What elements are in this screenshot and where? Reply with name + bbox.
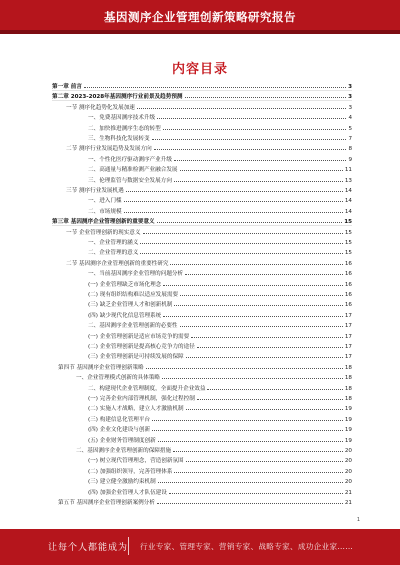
table-of-contents bbox=[52, 82, 352, 512]
header-bar bbox=[0, 0, 400, 34]
toc-entry[interactable] bbox=[52, 144, 352, 152]
toc-entry[interactable] bbox=[52, 269, 352, 277]
toc-leader-dots bbox=[137, 103, 347, 109]
toc-entry-page: 8 bbox=[348, 146, 352, 153]
toc-leader-dots bbox=[180, 165, 343, 171]
footer-roles: 行业专家、管理专家、营销专家、战略专家、成功企业家…… bbox=[140, 542, 354, 551]
toc-leader-dots bbox=[185, 269, 343, 275]
toc-entry-label: 二、高通量与精准检测产业融合发展 bbox=[88, 167, 178, 174]
toc-entry-page: 3 bbox=[348, 104, 352, 111]
toc-entry-page: 15 bbox=[344, 219, 352, 226]
toc-entry[interactable] bbox=[52, 228, 352, 236]
toc-leader-dots bbox=[124, 207, 343, 213]
toc-entry-page: 17 bbox=[344, 323, 352, 330]
toc-entry-label: 一、企业管理的涵义 bbox=[88, 240, 139, 246]
toc-entry-page: 7 bbox=[348, 136, 352, 142]
toc-entry-label: 第五节 基因测序企业管理创新案例分析 bbox=[58, 500, 155, 506]
toc-entry-label: (一) 完善企业内部管理机制，强化过程控制 bbox=[88, 396, 195, 402]
toc-leader-dots bbox=[140, 238, 343, 244]
toc-entry[interactable] bbox=[52, 248, 352, 256]
toc-entry-page: 17 bbox=[344, 344, 352, 350]
toc-entry-label: 第一章 前言 bbox=[52, 84, 82, 90]
toc-entry[interactable] bbox=[52, 300, 352, 308]
toc-chapter-rule bbox=[52, 225, 352, 226]
toc-leader-dots bbox=[157, 113, 346, 119]
page-number: 1 bbox=[356, 517, 360, 523]
toc-entry[interactable] bbox=[52, 477, 352, 485]
toc-entry-page: 16 bbox=[344, 281, 352, 288]
toc-entry-page: 16 bbox=[344, 292, 352, 298]
toc-title: 内容目录 bbox=[171, 62, 228, 77]
toc-leader-dots bbox=[154, 144, 347, 150]
toc-entry[interactable] bbox=[52, 290, 352, 298]
toc-entry[interactable] bbox=[52, 456, 352, 464]
toc-entry-page: 20 bbox=[344, 468, 352, 475]
toc-entry[interactable] bbox=[52, 176, 352, 184]
toc-entry-label: 一、免费基因测序技术升级 bbox=[88, 115, 156, 122]
toc-leader-dots bbox=[186, 456, 343, 462]
toc-leader-dots bbox=[162, 373, 343, 379]
toc-entry-page: 5 bbox=[348, 125, 352, 132]
toc-entry-page: 19 bbox=[344, 416, 352, 423]
toc-chapter-rule bbox=[52, 100, 352, 101]
toc-entry-label: 二、加快推进测序生态的转型 bbox=[88, 125, 161, 132]
toc-entry-page: 15 bbox=[344, 240, 352, 246]
toc-entry-page: 18 bbox=[344, 364, 352, 371]
toc-leader-dots bbox=[191, 332, 343, 338]
toc-entry-page: 19 bbox=[344, 427, 352, 434]
toc-entry[interactable] bbox=[52, 425, 352, 433]
toc-entry[interactable] bbox=[52, 217, 352, 225]
toc-entry-page: 16 bbox=[344, 260, 352, 267]
header-stripe bbox=[0, 30, 400, 34]
toc-chapter-rule bbox=[52, 90, 352, 91]
toc-leader-dots bbox=[186, 352, 343, 358]
toc-leader-dots bbox=[158, 436, 343, 442]
toc-leader-dots bbox=[174, 300, 342, 306]
toc-entry[interactable] bbox=[52, 352, 352, 360]
toc-entry[interactable] bbox=[52, 165, 352, 173]
toc-entry[interactable] bbox=[52, 415, 352, 423]
toc-entry-label: 一、进入门槛 bbox=[88, 198, 122, 205]
toc-entry-label: (三) 构建信息化管理平台 bbox=[88, 416, 151, 423]
toc-leader-dots bbox=[186, 404, 343, 410]
toc-entry-label: (五) 企业财务管理制度创新 bbox=[88, 437, 156, 444]
toc-leader-dots bbox=[174, 467, 342, 473]
toc-entry-page: 16 bbox=[344, 302, 352, 309]
toc-leader-dots bbox=[152, 425, 343, 431]
toc-entry-label: 一节 测序化趋势化发展加速 bbox=[66, 104, 135, 111]
toc-entry-page: 19 bbox=[344, 406, 352, 413]
toc-leader-dots bbox=[197, 394, 343, 400]
toc-entry-page: 17 bbox=[344, 333, 352, 340]
toc-leader-dots bbox=[170, 259, 342, 265]
toc-entry[interactable] bbox=[52, 373, 352, 381]
toc-entry-label: (四) 缺少现代化信息管理系统 bbox=[88, 312, 162, 319]
toc-entry-page: 20 bbox=[344, 458, 352, 465]
toc-entry-label: 一、企业管理模式创新的具体策略 bbox=[76, 375, 160, 382]
toc-leader-dots bbox=[207, 384, 342, 390]
toc-leader-dots bbox=[157, 498, 343, 504]
toc-entry[interactable] bbox=[52, 124, 352, 132]
toc-entry-page: 16 bbox=[344, 271, 352, 278]
toc-entry-page: 14 bbox=[344, 198, 352, 205]
toc-entry-label: 二节 基因测序企业管理创新的重要性研究 bbox=[66, 260, 169, 267]
toc-entry[interactable] bbox=[52, 311, 352, 319]
toc-entry-page: 19 bbox=[344, 437, 352, 444]
toc-entry-label: (三) 缺乏企业管理人才和创新机制 bbox=[88, 302, 173, 309]
toc-entry[interactable] bbox=[52, 238, 352, 246]
toc-entry-label: (二) 企业管理创新是提高核心竞争力的途径 bbox=[88, 344, 195, 350]
toc-entry-page: 20 bbox=[344, 479, 352, 486]
toc-entry-label: 三节 测序行业发展机遇 bbox=[66, 188, 124, 194]
toc-leader-dots bbox=[185, 92, 347, 98]
toc-entry-page: 9 bbox=[348, 156, 352, 163]
toc-entry-label: 三、伦理监管与数据安全发展方向 bbox=[88, 177, 172, 184]
toc-entry-label: 二、企业管理的意义 bbox=[88, 250, 139, 257]
footer-slogan: 让每个人都能成为 bbox=[48, 543, 129, 553]
toc-entry-label: 二、基因测序企业管理创新的必要性 bbox=[88, 323, 178, 330]
toc-entry-label: 一节 企业管理创新的现实意义 bbox=[66, 229, 141, 236]
toc-entry[interactable] bbox=[52, 321, 352, 329]
toc-entry[interactable] bbox=[52, 92, 352, 100]
toc-entry-label: 一、当前基因测序企业管理的问题分析 bbox=[88, 271, 184, 278]
toc-entry[interactable] bbox=[52, 155, 352, 163]
toc-entry[interactable] bbox=[52, 82, 352, 90]
toc-entry-label: 二、基因测序企业管理创新的保障措施 bbox=[76, 448, 172, 454]
toc-leader-dots bbox=[124, 196, 343, 202]
toc-leader-dots bbox=[140, 248, 343, 254]
footer-divider bbox=[128, 537, 129, 555]
toc-leader-dots bbox=[84, 82, 346, 88]
toc-entry-label: 三、生物科技化发展转变 bbox=[88, 136, 150, 142]
toc-leader-dots bbox=[163, 124, 347, 130]
toc-entry[interactable] bbox=[52, 103, 352, 111]
toc-entry-page: 11 bbox=[344, 167, 352, 174]
toc-entry-label: (四) 企业文化建设与创新 bbox=[88, 427, 151, 434]
toc-entry-page: 21 bbox=[344, 500, 352, 506]
toc-entry[interactable] bbox=[52, 134, 352, 142]
toc-entry-label: (二) 实施人才战略，建立人才激励机制 bbox=[88, 406, 184, 413]
toc-entry-label: (三) 企业管理创新是可持续发展的保障 bbox=[88, 354, 184, 361]
toc-entry-page: 18 bbox=[344, 375, 352, 382]
toc-leader-dots bbox=[174, 155, 347, 161]
toc-entry[interactable] bbox=[52, 363, 352, 371]
toc-entry-page: 18 bbox=[344, 385, 352, 392]
toc-entry[interactable] bbox=[52, 384, 352, 392]
toc-entry-page: 14 bbox=[344, 188, 352, 194]
toc-leader-dots bbox=[126, 186, 343, 192]
toc-entry[interactable] bbox=[52, 404, 352, 412]
toc-entry-label: 第二章 2023-2028年基因测序行业前景及趋势预测 bbox=[52, 94, 183, 101]
toc-entry[interactable] bbox=[52, 342, 352, 350]
toc-leader-dots bbox=[157, 217, 343, 223]
toc-entry-label: 一、个性化医疗驱动测序产业升级 bbox=[88, 156, 172, 163]
toc-entry[interactable] bbox=[52, 280, 352, 288]
toc-entry[interactable] bbox=[52, 332, 352, 340]
toc-entry-label: (一) 树立现代管理理念，营造创新氛围 bbox=[88, 458, 184, 465]
toc-entry-page: 18 bbox=[344, 396, 352, 402]
toc-entry-label: 二节 测序行业发展趋势及发展方向 bbox=[66, 146, 152, 153]
toc-leader-dots bbox=[169, 488, 343, 494]
toc-leader-dots bbox=[197, 342, 343, 348]
toc-leader-dots bbox=[163, 280, 343, 286]
toc-entry-page: 15 bbox=[344, 229, 352, 236]
toc-entry-label: 第四节 基因测序企业管理创新策略 bbox=[58, 364, 144, 371]
toc-entry[interactable] bbox=[52, 196, 352, 204]
toc-entry[interactable] bbox=[52, 498, 352, 506]
toc-entry-page: 17 bbox=[344, 312, 352, 319]
toc-entry[interactable] bbox=[52, 113, 352, 121]
toc-entry-page: 17 bbox=[344, 354, 352, 361]
toc-entry-page: 3 bbox=[348, 84, 352, 90]
toc-entry-label: 二、市场规模 bbox=[88, 208, 122, 215]
toc-entry-label: 第三章 基因测序企业管理创新的重要意义 bbox=[52, 219, 155, 226]
toc-leader-dots bbox=[143, 228, 343, 234]
toc-entry[interactable] bbox=[52, 467, 352, 475]
toc-entry-page: 13 bbox=[344, 177, 352, 184]
toc-entry[interactable] bbox=[52, 186, 352, 194]
toc-entry-page: 21 bbox=[344, 489, 352, 496]
toc-entry-label: (二) 现有组织结构难以适应发展需要 bbox=[88, 292, 179, 298]
toc-entry[interactable] bbox=[52, 394, 352, 402]
toc-leader-dots bbox=[180, 321, 343, 327]
toc-entry-page: 15 bbox=[344, 250, 352, 257]
toc-entry[interactable] bbox=[52, 488, 352, 496]
toc-entry-label: (二) 加强组织领导，完善管理体系 bbox=[88, 468, 173, 475]
toc-entry[interactable] bbox=[52, 436, 352, 444]
toc-entry-label: (三) 建立健全激励约束机制 bbox=[88, 479, 156, 486]
toc-entry-page: 14 bbox=[344, 208, 352, 215]
toc-entry-label: 二、构建现代企业管理制度，全面提升企业效益 bbox=[88, 385, 206, 392]
toc-entry-label: (一) 企业管理缺乏市场化理念 bbox=[88, 281, 162, 288]
toc-entry-page: 3 bbox=[348, 94, 352, 101]
toc-leader-dots bbox=[163, 311, 343, 317]
toc-leader-dots bbox=[174, 176, 343, 182]
toc-leader-dots bbox=[158, 477, 343, 483]
toc-entry[interactable] bbox=[52, 259, 352, 267]
toc-entry-page: 20 bbox=[344, 448, 352, 454]
toc-entry[interactable] bbox=[52, 446, 352, 454]
toc-entry-label: (一) 企业管理创新是适应市场竞争的需要 bbox=[88, 333, 190, 340]
toc-entry-page: 4 bbox=[348, 115, 352, 122]
toc-leader-dots bbox=[152, 415, 343, 421]
toc-leader-dots bbox=[173, 446, 343, 452]
toc-leader-dots bbox=[180, 290, 343, 296]
toc-leader-dots bbox=[152, 134, 347, 140]
toc-entry[interactable] bbox=[52, 207, 352, 215]
toc-leader-dots bbox=[146, 363, 343, 369]
toc-entry-label: (四) 加强企业管理人才队伍建设 bbox=[88, 489, 167, 496]
document-title: 基因测序企业管理创新策略研究报告 bbox=[104, 10, 296, 24]
footer-bar bbox=[0, 529, 400, 565]
